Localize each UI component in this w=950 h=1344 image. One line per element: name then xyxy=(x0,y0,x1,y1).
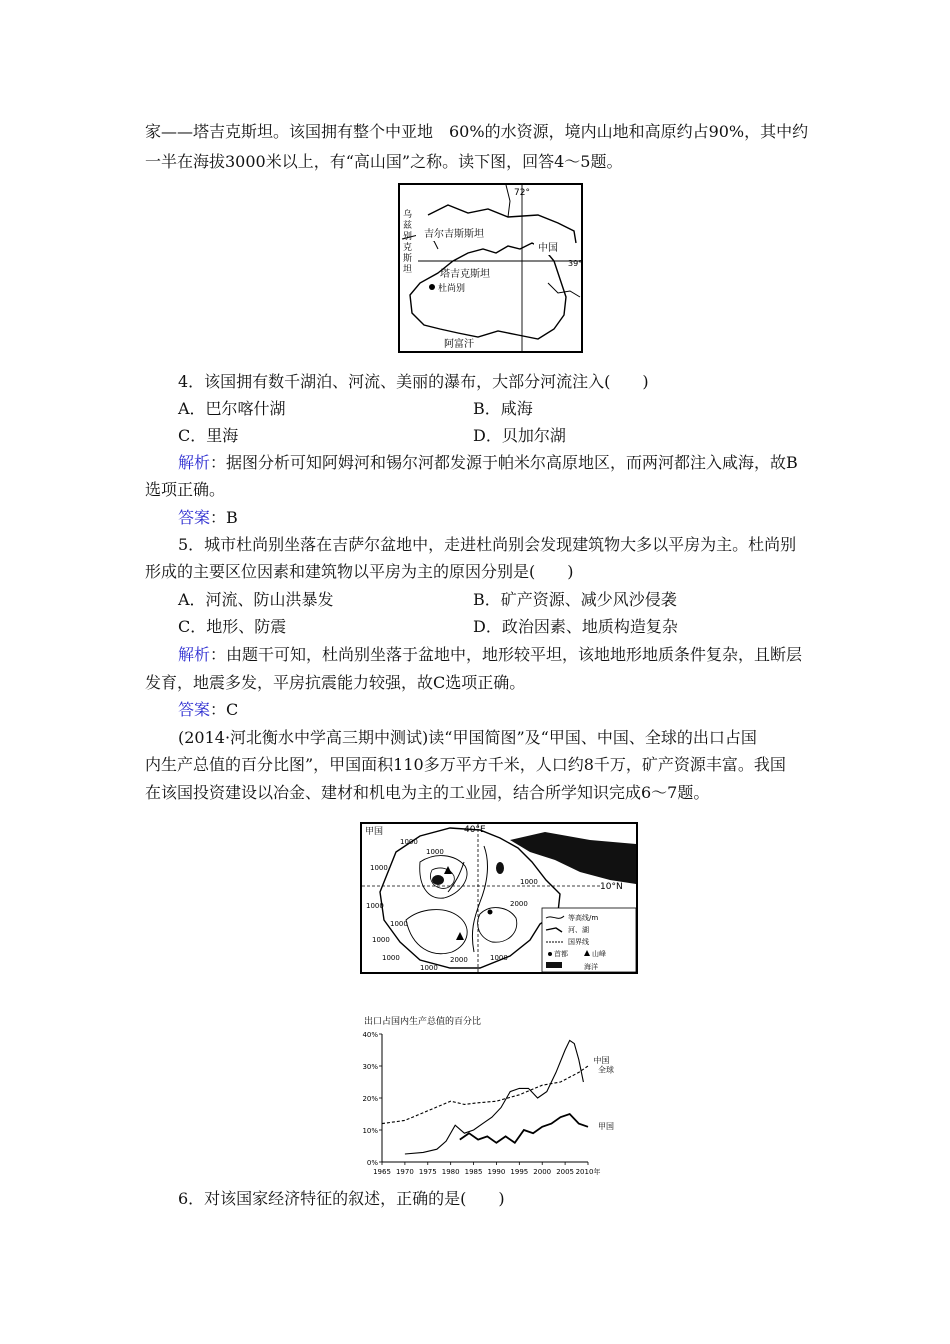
series-line-2 xyxy=(460,1114,588,1143)
tajikistan-map xyxy=(398,183,583,353)
y-tick-label: 0% xyxy=(366,1159,378,1167)
contour-label: 2000 xyxy=(510,900,528,908)
intro-line-1: 家——塔吉克斯坦。该国拥有整个中亚地 60%的水资源，境内山地和高原约占90%，其中约 xyxy=(145,122,809,141)
contour-label: 1000 xyxy=(426,848,444,856)
q5-answer-label: 答案 xyxy=(178,700,211,719)
country-jia-map xyxy=(360,822,638,974)
legend-ocean: 海洋 xyxy=(584,963,598,971)
x-tick-label: 2010年 xyxy=(575,1168,601,1176)
contour-label: 2000 xyxy=(450,956,468,964)
contour-label: 1000 xyxy=(420,964,438,972)
series-label-0: 中国 xyxy=(593,1055,610,1065)
intro2-line-1: (2014·河北衡水中学高三期中测试)读“甲国简图”及“甲国、中国、全球的出口占国 xyxy=(178,728,757,747)
q4-option-b: B．咸海 xyxy=(473,399,533,418)
q5-option-d: D．政治因素、地质构造复杂 xyxy=(473,617,678,636)
q5-option-c: C．地形、防震 xyxy=(178,617,287,636)
q5-analysis-label: 解析 xyxy=(178,645,211,664)
q4-answer-label: 答案 xyxy=(178,508,211,527)
series-label-2: 甲国 xyxy=(598,1121,614,1131)
intro2-line-2: 内生产总值的百分比图”，甲国面积110多万平方千米，人口约8千万，矿产资源丰富。我国 xyxy=(145,755,786,774)
intro-line-2: 一半在海拔3000米以上，有“高山国”之称。读下图，回答4～5题。 xyxy=(145,152,623,171)
x-tick-label: 1980 xyxy=(441,1168,460,1176)
q6-stem: 6．对该国家经济特征的叙述，正确的是( ) xyxy=(178,1189,505,1208)
x-tick-label: 1970 xyxy=(395,1168,414,1176)
contour-label: 1000 xyxy=(372,936,390,944)
q4-option-c: C．里海 xyxy=(178,426,239,445)
q5-analysis-text-1: ：由题干可知，杜尚别坐落于盆地中，地形较平坦，该地地形地质条件复杂，且断层 xyxy=(210,645,803,664)
x-tick-label: 1990 xyxy=(487,1168,506,1176)
y-tick-label: 10% xyxy=(362,1127,378,1135)
export-percentage-chart xyxy=(360,1012,630,1180)
legend-capital: 首都 xyxy=(554,950,568,958)
series-line-1 xyxy=(382,1066,588,1124)
contour-label: 1000 xyxy=(366,902,384,910)
legend-peak: 山峰 xyxy=(592,950,606,958)
longitude-label: 72° xyxy=(514,188,530,198)
contour-label: 1000 xyxy=(390,920,408,928)
contour-label: 1000 xyxy=(520,878,538,886)
china-label: 中国 xyxy=(538,243,558,254)
q4-option-d: D．贝加尔湖 xyxy=(473,426,566,445)
contour-label: 1000 xyxy=(490,954,508,962)
q5-answer-value: ：C xyxy=(210,700,239,719)
x-tick-label: 1995 xyxy=(510,1168,529,1176)
q5-option-a: A．河流、防山洪暴发 xyxy=(178,590,334,609)
q5-stem-2: 形成的主要区位因素和建筑物以平房为主的原因分别是( ) xyxy=(145,562,574,581)
intro2-line-3: 在该国投资建设以冶金、建材和机电为主的工业园，结合所学知识完成6～7题。 xyxy=(145,783,710,802)
y-tick-label: 30% xyxy=(362,1063,378,1071)
contour-label: 1000 xyxy=(382,954,400,962)
y-tick-label: 20% xyxy=(362,1095,378,1103)
x-tick-label: 1975 xyxy=(418,1168,437,1176)
q5-stem-1: 5．城市杜尚别坐落在吉萨尔盆地中，走进杜尚别会发现建筑物大多以平房为主。杜尚别 xyxy=(178,535,797,554)
legend-river-lake: 河、湖 xyxy=(568,926,589,934)
dushanbe-marker xyxy=(429,284,435,290)
contour-label: 1000 xyxy=(400,838,418,846)
x-tick-label: 1965 xyxy=(373,1168,391,1176)
q5-analysis-line-1 xyxy=(178,644,802,666)
map2-title: 甲国 xyxy=(365,827,384,837)
legend-border: 国界线 xyxy=(568,938,589,946)
series-line-0 xyxy=(405,1040,584,1154)
kyrgyzstan-label: 吉尔吉斯斯坦 xyxy=(424,229,484,240)
series-label-1: 全球 xyxy=(598,1065,614,1075)
q5-option-b: B．矿产资源、减少风沙侵袭 xyxy=(473,590,677,609)
q4-stem: 4．该国拥有数千湖泊、河流、美丽的瀑布，大部分河流注入( ) xyxy=(178,372,649,391)
x-tick-label: 2005 xyxy=(556,1168,575,1176)
q4-analysis-line-1 xyxy=(178,452,798,474)
contour-label: 1000 xyxy=(370,864,388,872)
q5-analysis-line-2: 发育，地震多发，平房抗震能力较强，故C选项正确。 xyxy=(145,673,526,692)
uzbekistan-label: 乌兹别克斯坦 xyxy=(403,210,413,275)
legend-contour: 等高线/m xyxy=(568,914,599,922)
q4-answer-value: ：B xyxy=(210,508,238,527)
q4-option-a: A．巴尔喀什湖 xyxy=(178,399,286,418)
q4-answer xyxy=(178,507,238,529)
chart-title: 出口占国内生产总值的百分比 xyxy=(364,1017,482,1027)
q5-answer xyxy=(178,699,238,721)
q4-analysis-text-1: ：据图分析可知阿姆河和锡尔河都发源于帕米尔高原地区，而两河都注入咸海，故B xyxy=(210,453,798,472)
afghanistan-label: 阿富汗 xyxy=(444,339,474,350)
q4-analysis-line-2: 选项正确。 xyxy=(145,480,226,499)
latitude-label: 39° xyxy=(568,259,583,268)
y-tick-label: 40% xyxy=(362,1031,378,1039)
capital-marker xyxy=(488,910,493,915)
map2-lat-label: 10°N xyxy=(600,882,623,892)
tajikistan-label: 塔吉克斯坦 xyxy=(440,269,490,280)
dushanbe-label: 杜尚别 xyxy=(438,284,466,294)
q4-analysis-label: 解析 xyxy=(178,453,211,472)
map2-lon-label: 40°E xyxy=(464,825,486,835)
x-tick-label: 2000 xyxy=(533,1168,552,1176)
x-tick-label: 1985 xyxy=(464,1168,483,1176)
